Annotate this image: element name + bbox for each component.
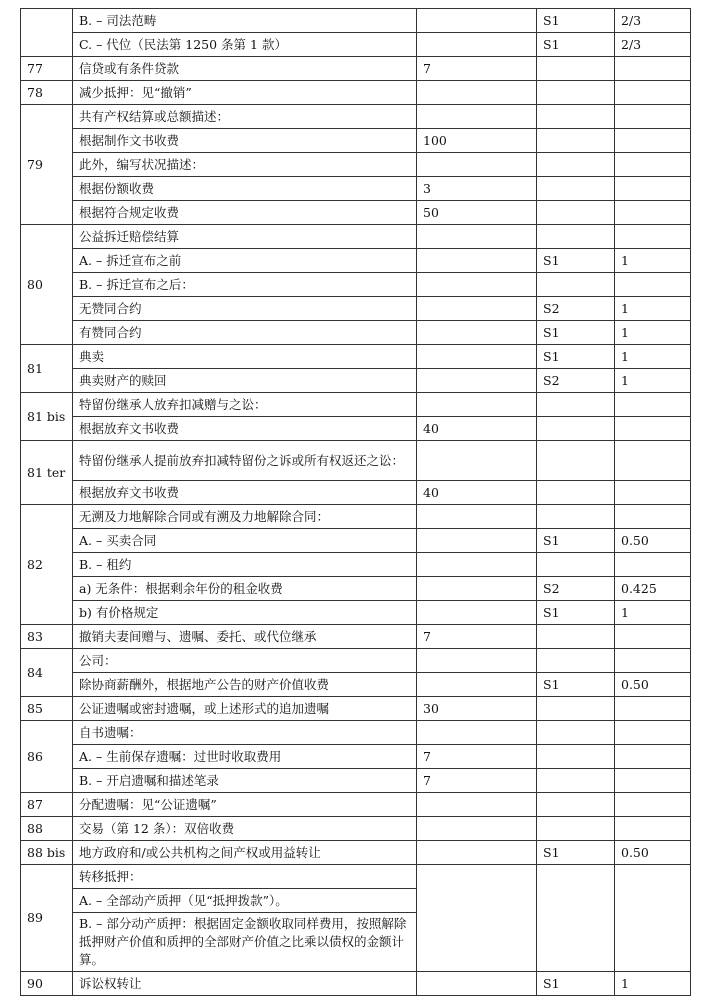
table-row xyxy=(21,153,691,177)
grade-cell xyxy=(537,57,615,81)
fee-cell xyxy=(417,393,537,417)
grade-cell: S1 xyxy=(537,9,615,33)
fee-cell xyxy=(417,841,537,865)
table-row xyxy=(21,57,691,81)
rate-cell xyxy=(615,441,691,481)
fee-cell xyxy=(417,345,537,369)
description-cell: 除协商薪酬外，根据地产公告的财产价值收费 xyxy=(73,673,417,697)
fee-cell: 40 xyxy=(417,481,537,505)
item-number-cell: 83 xyxy=(21,625,73,649)
description-cell: 根据放弃文书收费 xyxy=(73,417,417,441)
table-row xyxy=(21,769,691,793)
grade-cell xyxy=(537,697,615,721)
item-number-cell: 81 ter xyxy=(21,441,73,505)
table-row xyxy=(21,273,691,297)
table-row xyxy=(21,697,691,721)
grade-cell xyxy=(537,625,615,649)
rate-cell xyxy=(615,721,691,745)
table-row xyxy=(21,865,691,889)
fee-cell: 3 xyxy=(417,177,537,201)
grade-cell xyxy=(537,177,615,201)
grade-cell xyxy=(537,81,615,105)
item-number-cell: 87 xyxy=(21,793,73,817)
description-cell: b) 有价格规定 xyxy=(73,601,417,625)
table-row xyxy=(21,972,691,996)
description-cell: 公证遗嘱或密封遗嘱，或上述形式的追加遗嘱 xyxy=(73,697,417,721)
description-cell: 交易（第 12 条）：双倍收费 xyxy=(73,817,417,841)
grade-cell xyxy=(537,441,615,481)
item-number-cell: 88 bis xyxy=(21,841,73,865)
description-cell: 有赞同合约 xyxy=(73,321,417,345)
rate-cell xyxy=(615,273,691,297)
table-row xyxy=(21,369,691,393)
table-row xyxy=(21,625,691,649)
description-cell: B. – 拆迁宣布之后： xyxy=(73,273,417,297)
fee-cell xyxy=(417,505,537,529)
rate-cell xyxy=(615,625,691,649)
table-row xyxy=(21,177,691,201)
item-number-cell: 90 xyxy=(21,972,73,996)
fee-cell xyxy=(417,972,537,996)
table-row xyxy=(21,649,691,673)
table-row xyxy=(21,817,691,841)
grade-cell: S1 xyxy=(537,345,615,369)
grade-cell: S2 xyxy=(537,577,615,601)
grade-cell: S1 xyxy=(537,673,615,697)
description-cell: A. – 全部动产质押（见“抵押拨款”）。 xyxy=(73,889,417,913)
rate-cell xyxy=(615,153,691,177)
item-number-cell: 78 xyxy=(21,81,73,105)
description-cell: 无赞同合约 xyxy=(73,297,417,321)
fee-cell xyxy=(417,865,537,972)
grade-cell: S2 xyxy=(537,369,615,393)
fee-cell xyxy=(417,249,537,273)
fee-cell xyxy=(417,297,537,321)
item-number-cell: 84 xyxy=(21,649,73,697)
description-cell: 特留份继承人提前放弃扣减特留份之诉或所有权返还之讼： xyxy=(73,441,417,481)
description-cell: 公司： xyxy=(73,649,417,673)
fee-cell xyxy=(417,321,537,345)
table-row xyxy=(21,9,691,33)
fee-cell xyxy=(417,529,537,553)
grade-cell: S1 xyxy=(537,33,615,57)
rate-cell: 1 xyxy=(615,249,691,273)
description-cell: B. – 部分动产质押：根据固定金额收取同样费用，按照解除抵押财产价值和质押的全部财产价值之比乘以债权的金额计算。 xyxy=(73,913,417,972)
table-row xyxy=(21,529,691,553)
rate-cell: 0.425 xyxy=(615,577,691,601)
fee-cell xyxy=(417,273,537,297)
grade-cell xyxy=(537,793,615,817)
fee-cell xyxy=(417,9,537,33)
description-cell: 典卖财产的赎回 xyxy=(73,369,417,393)
rate-cell: 1 xyxy=(615,369,691,393)
rate-cell xyxy=(615,81,691,105)
rate-cell xyxy=(615,865,691,972)
grade-cell xyxy=(537,105,615,129)
item-number-cell: 85 xyxy=(21,697,73,721)
rate-cell: 1 xyxy=(615,972,691,996)
fee-cell xyxy=(417,81,537,105)
fee-cell: 40 xyxy=(417,417,537,441)
rate-cell xyxy=(615,793,691,817)
fee-cell xyxy=(417,553,537,577)
fee-cell xyxy=(417,673,537,697)
description-cell: 此外，编写状况描述： xyxy=(73,153,417,177)
table-row xyxy=(21,129,691,153)
rate-cell xyxy=(615,57,691,81)
fee-cell xyxy=(417,817,537,841)
description-cell: A. – 拆迁宣布之前 xyxy=(73,249,417,273)
rate-cell xyxy=(615,649,691,673)
fee-schedule-table xyxy=(20,8,691,996)
fee-cell: 7 xyxy=(417,745,537,769)
rate-cell: 0.50 xyxy=(615,673,691,697)
table-row xyxy=(21,33,691,57)
grade-cell xyxy=(537,393,615,417)
fee-cell: 30 xyxy=(417,697,537,721)
rate-cell: 1 xyxy=(615,297,691,321)
fee-cell xyxy=(417,577,537,601)
grade-cell xyxy=(537,505,615,529)
grade-cell xyxy=(537,153,615,177)
fee-cell: 100 xyxy=(417,129,537,153)
grade-cell: S1 xyxy=(537,841,615,865)
description-cell: 典卖 xyxy=(73,345,417,369)
description-cell: 减少抵押：见“撤销” xyxy=(73,81,417,105)
table-row xyxy=(21,441,691,481)
description-cell: 共有产权结算或总额描述： xyxy=(73,105,417,129)
grade-cell xyxy=(537,865,615,972)
item-number-cell: 79 xyxy=(21,105,73,225)
description-cell: a) 无条件：根据剩余年份的租金收费 xyxy=(73,577,417,601)
rate-cell: 1 xyxy=(615,345,691,369)
description-cell: 转移抵押： xyxy=(73,865,417,889)
rate-cell xyxy=(615,745,691,769)
rate-cell xyxy=(615,553,691,577)
description-cell: 诉讼权转让 xyxy=(73,972,417,996)
item-number-cell: 82 xyxy=(21,505,73,625)
table-row xyxy=(21,721,691,745)
grade-cell xyxy=(537,273,615,297)
table-row xyxy=(21,201,691,225)
description-cell: A. – 生前保存遗嘱：过世时收取费用 xyxy=(73,745,417,769)
fee-cell xyxy=(417,225,537,249)
grade-cell xyxy=(537,745,615,769)
table-row xyxy=(21,249,691,273)
rate-cell xyxy=(615,105,691,129)
description-cell: 根据符合规定收费 xyxy=(73,201,417,225)
item-number-cell: 80 xyxy=(21,225,73,345)
item-number-cell: 81 xyxy=(21,345,73,393)
table-row xyxy=(21,393,691,417)
grade-cell: S1 xyxy=(537,321,615,345)
description-cell: 无溯及力地解除合同或有溯及力地解除合同： xyxy=(73,505,417,529)
fee-cell: 7 xyxy=(417,625,537,649)
description-cell: 自书遗嘱： xyxy=(73,721,417,745)
description-cell: 根据份额收费 xyxy=(73,177,417,201)
table-row xyxy=(21,225,691,249)
description-cell: B. – 司法范畴 xyxy=(73,9,417,33)
grade-cell: S1 xyxy=(537,601,615,625)
fee-cell xyxy=(417,105,537,129)
description-cell: C. – 代位（民法第 1250 条第 1 款） xyxy=(73,33,417,57)
fee-cell xyxy=(417,33,537,57)
item-number-cell xyxy=(21,9,73,57)
table-row xyxy=(21,505,691,529)
description-cell: B. – 开启遗嘱和描述笔录 xyxy=(73,769,417,793)
description-cell: 根据放弃文书收费 xyxy=(73,481,417,505)
rate-cell xyxy=(615,505,691,529)
rate-cell xyxy=(615,129,691,153)
table-row xyxy=(21,81,691,105)
table-row xyxy=(21,745,691,769)
rate-cell: 2/3 xyxy=(615,33,691,57)
description-cell: 公益拆迁赔偿结算 xyxy=(73,225,417,249)
grade-cell xyxy=(537,817,615,841)
fee-cell xyxy=(417,369,537,393)
grade-cell xyxy=(537,225,615,249)
rate-cell xyxy=(615,769,691,793)
grade-cell: S1 xyxy=(537,249,615,273)
fee-cell: 7 xyxy=(417,57,537,81)
fee-cell: 7 xyxy=(417,769,537,793)
rate-cell xyxy=(615,201,691,225)
description-cell: 分配遗嘱：见“公证遗嘱” xyxy=(73,793,417,817)
rate-cell xyxy=(615,225,691,249)
grade-cell xyxy=(537,417,615,441)
table-row xyxy=(21,345,691,369)
fee-cell xyxy=(417,441,537,481)
item-number-cell: 88 xyxy=(21,817,73,841)
fee-cell xyxy=(417,793,537,817)
table-row xyxy=(21,553,691,577)
fee-cell xyxy=(417,721,537,745)
fee-cell: 50 xyxy=(417,201,537,225)
item-number-cell: 77 xyxy=(21,57,73,81)
item-number-cell: 86 xyxy=(21,721,73,793)
description-cell: 撤销夫妻间赠与、遗嘱、委托、或代位继承 xyxy=(73,625,417,649)
grade-cell xyxy=(537,721,615,745)
rate-cell xyxy=(615,177,691,201)
description-cell: 地方政府和/或公共机构之间产权或用益转让 xyxy=(73,841,417,865)
rate-cell xyxy=(615,481,691,505)
rate-cell: 0.50 xyxy=(615,841,691,865)
table-row xyxy=(21,601,691,625)
rate-cell: 2/3 xyxy=(615,9,691,33)
rate-cell: 0.50 xyxy=(615,529,691,553)
grade-cell: S1 xyxy=(537,972,615,996)
grade-cell xyxy=(537,769,615,793)
rate-cell xyxy=(615,817,691,841)
table-row xyxy=(21,297,691,321)
description-cell: A. – 买卖合同 xyxy=(73,529,417,553)
fee-cell xyxy=(417,153,537,177)
fee-cell xyxy=(417,601,537,625)
rate-cell xyxy=(615,417,691,441)
table-row xyxy=(21,105,691,129)
description-cell: B. – 租约 xyxy=(73,553,417,577)
table-row xyxy=(21,841,691,865)
table-row xyxy=(21,417,691,441)
grade-cell: S2 xyxy=(537,297,615,321)
table-row xyxy=(21,321,691,345)
grade-cell xyxy=(537,201,615,225)
table-row xyxy=(21,673,691,697)
table-row xyxy=(21,577,691,601)
description-cell: 特留份继承人放弃扣减赠与之讼： xyxy=(73,393,417,417)
table-row xyxy=(21,481,691,505)
fee-cell xyxy=(417,649,537,673)
table-row xyxy=(21,793,691,817)
grade-cell xyxy=(537,129,615,153)
item-number-cell: 89 xyxy=(21,865,73,972)
rate-cell: 1 xyxy=(615,601,691,625)
description-cell: 根据制作文书收费 xyxy=(73,129,417,153)
rate-cell: 1 xyxy=(615,321,691,345)
description-cell: 信贷或有条件贷款 xyxy=(73,57,417,81)
rate-cell xyxy=(615,697,691,721)
rate-cell xyxy=(615,393,691,417)
item-number-cell: 81 bis xyxy=(21,393,73,441)
grade-cell xyxy=(537,649,615,673)
grade-cell xyxy=(537,481,615,505)
grade-cell xyxy=(537,553,615,577)
grade-cell: S1 xyxy=(537,529,615,553)
